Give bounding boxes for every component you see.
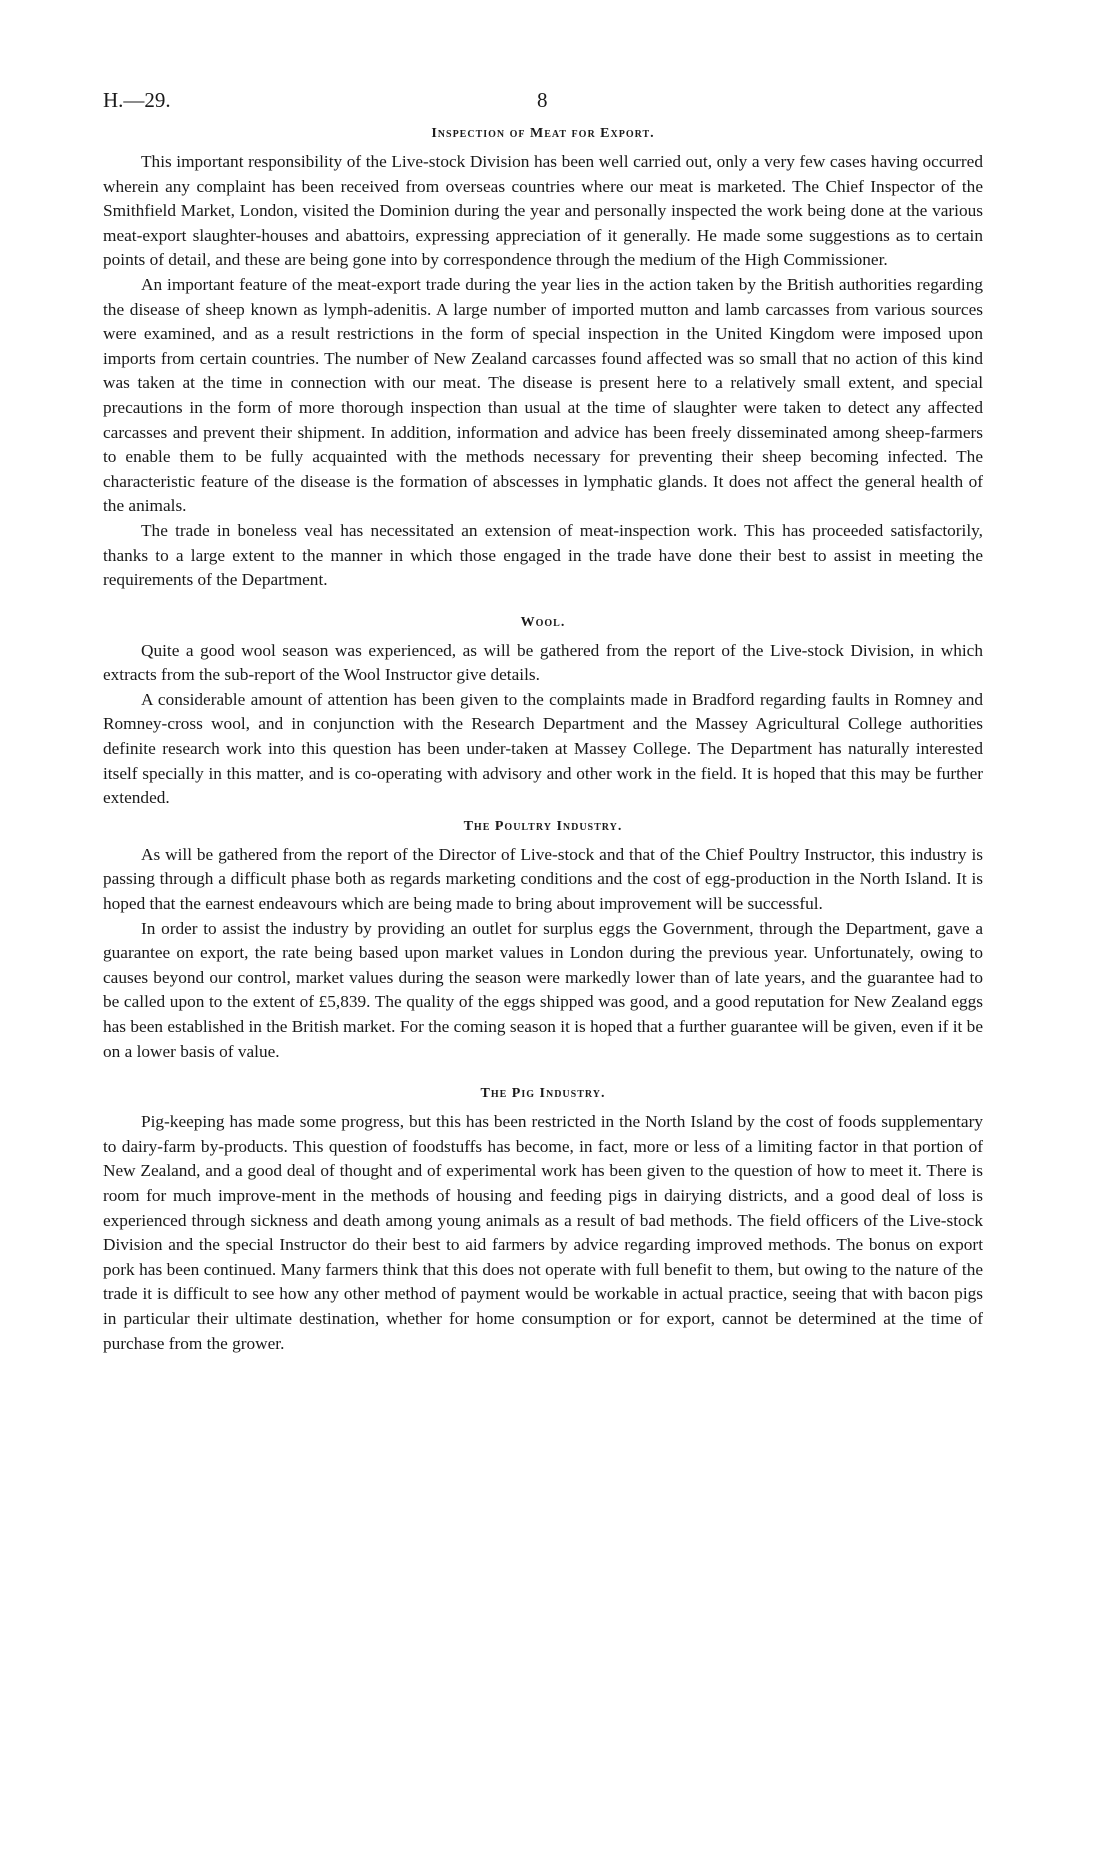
section-title: The Pig Industry.	[480, 1086, 606, 1102]
section-title: The Poultry Industry.	[463, 818, 623, 834]
document-page	[103, 88, 983, 1356]
section-title: Wool.	[520, 614, 566, 630]
section-poultry-industry	[103, 819, 983, 1064]
section-wool	[103, 615, 983, 811]
section-title: Inspection of Meat for Export.	[431, 126, 655, 141]
section-meat-inspection	[103, 126, 983, 593]
page-number: 8	[537, 88, 548, 112]
paragraph: The trade in boneless veal has necessitated an extension of meat-inspection work. This has proceeded satisfactorily, thanks to a large extent to the manner in which those engaged in the trade have done their best to assist in meeting the requirements of the Department.	[103, 520, 983, 590]
paragraph: This important responsibility of the Live-stock Division has been well carried out, only a very few cases having occurred wherein any complaint has been received from overseas countries where our meat is marketed. The Chief Inspector of the Smithfield Market, London, visited the Dominion during the year and personally inspected the work being done at the various meat-export slaughter-houses and abattoirs, expressing appreciation of it generally. He made some suggestions as to certain points of detail, and these are being gone into by correspondence through the medium of the High Commissioner.	[103, 152, 983, 270]
paragraph: In order to assist the industry by providing an outlet for surplus eggs the Government, through the Department, gave a guarantee on export, the rate being based upon market values in London during the previous year. Unfortunately, owing to causes beyond our control, market values during the season were markedly lower than of late years, and the guarantee had to be called upon to the extent of £5,839. The quality of the eggs shipped was good, and a good reputation for New Zealand eggs has been established in the British market. For the coming season it is hoped that a further guarantee will be given, even if it be on a lower basis of value.	[103, 918, 983, 1061]
paragraph: Quite a good wool season was experienced, as will be gathered from the report of the Live-stock Division, in which extracts from the sub-report of the Wool Instructor give details.	[103, 640, 983, 685]
section-pig-industry	[103, 1086, 983, 1356]
paragraph: As will be gathered from the report of the Director of Live-stock and that of the Chief Poultry Instructor, this industry is passing through a difficult phase both as regards marketing conditions and the cost of egg-production in the North Island. It is hoped that the earnest endeavours which are being made to bring about improvement will be successful.	[103, 844, 983, 914]
paragraph: An important feature of the meat-export trade during the year lies in the action taken by the British authorities regarding the disease of sheep known as lymph-adenitis. A large number of imported mutton and lamb carcasses from various sources were examined, and as a result restrictions in the form of special inspection in the United Kingdom were imposed upon imports from certain countries. The number of New Zealand carcasses found affected was so small that no action of this kind was taken at the time in connection with our meat. The disease is present here to a relatively small extent, and special precautions in the form of more thorough inspection than usual at the time of slaughter were taken to detect any affected carcasses and prevent their shipment. In addition, information and advice has been freely disseminated among sheep-farmers to enable them to be fully acquainted with the methods necessary for preventing their sheep becoming infected. The characteristic feature of the disease is the formation of abscesses in lymphatic glands. It does not affect the general health of the animals.	[103, 274, 983, 516]
paragraph: Pig-keeping has made some progress, but this has been restricted in the North Island by the cost of foods supplementary to dairy-farm by-products. This question of foodstuffs has become, in fact, more or less of a limiting factor in that portion of New Zealand, and a good deal of thought and of experimental work has been given to the question of how to meet it. There is room for much improve-ment in the methods of housing and feeding pigs in dairying districts, and a good deal of loss is experienced through sickness and death among young animals as a result of bad methods. The field officers of the Live-stock Division and the special Instructor do their best to aid farmers by advice regarding improved methods. The bonus on export pork has been continued. Many farmers think that this does not operate with full benefit to them, but owing to the nature of the trade it is difficult to see how any other method of payment would be workable in actual practice, seeing that with bacon pigs in particular their ultimate destination, whether for home consumption or for export, cannot be determined at the time of purchase from the grower.	[103, 1112, 983, 1353]
document-reference: H.—29.	[103, 88, 171, 112]
paragraph: A considerable amount of attention has been given to the complaints made in Bradford regarding faults in Romney and Romney-cross wool, and in conjunction with the Research Department and the Massey Agricultural College authorities definite research work into this question has been under-taken at Massey College. The Department has naturally interested itself specially in this matter, and is co-operating with advisory and other work in the field. It is hoped that this may be further extended.	[103, 689, 983, 808]
page-header	[103, 88, 983, 118]
